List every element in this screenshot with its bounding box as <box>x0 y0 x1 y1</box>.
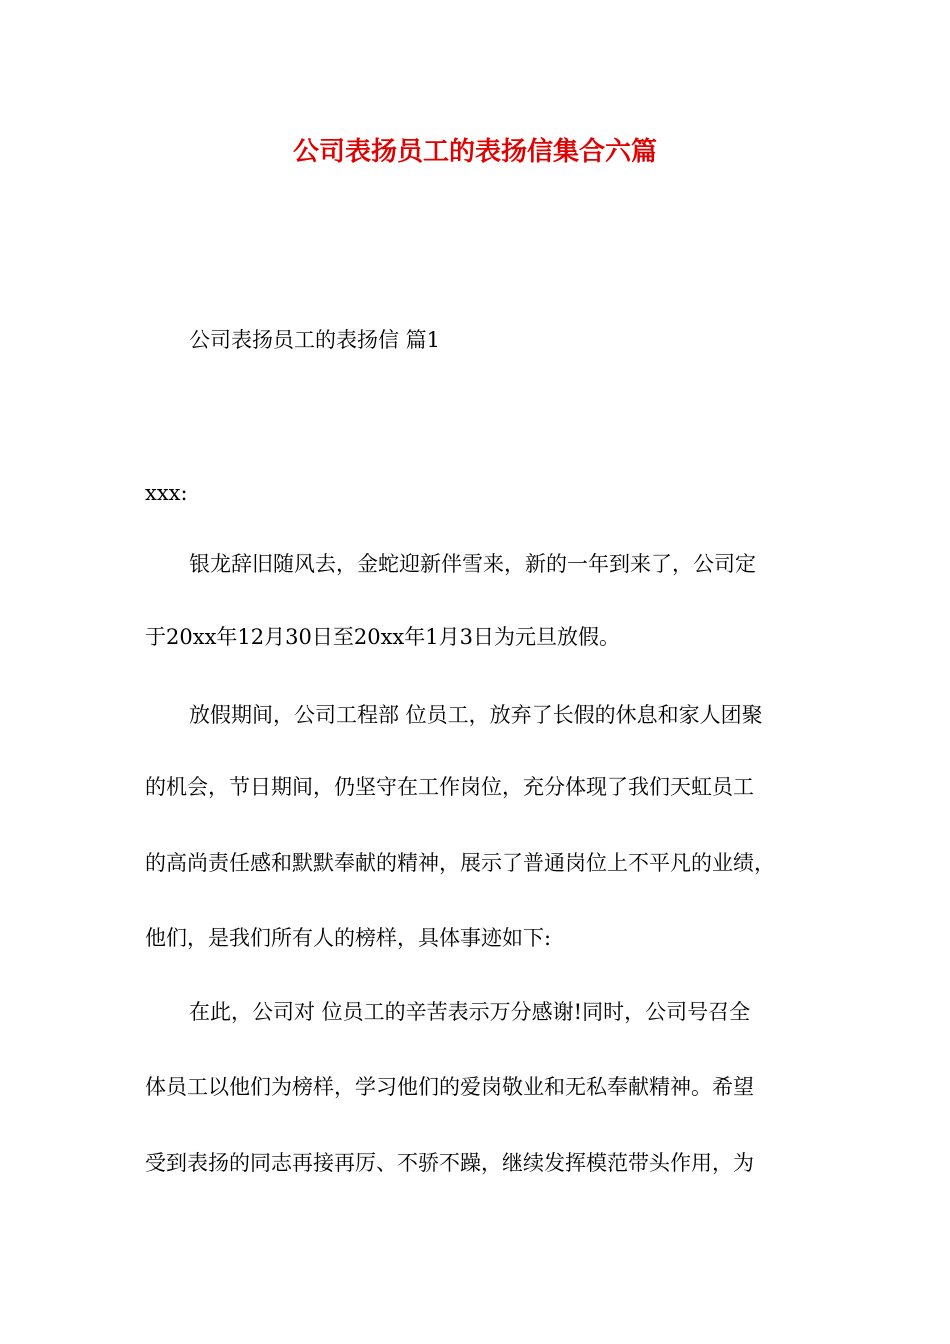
document-title: 公司表扬员工的表扬信集合六篇 <box>292 137 657 167</box>
paragraph-line: 的高尚责任感和默默奉献的精神，展示了普通岗位上不平凡的业绩， <box>145 851 775 875</box>
paragraph-line: 在此，公司对 位员工的辛苦表示万分感谢!同时，公司号召全 <box>189 1000 751 1024</box>
paragraph-line: 他们，是我们所有人的榜样，具体事迹如下: <box>145 926 552 950</box>
paragraph-line: 于20xx年12月30日至20xx年1月3日为元旦放假。 <box>145 625 620 649</box>
section-heading: 公司表扬员工的表扬信 篇1 <box>189 328 441 352</box>
paragraph-line: 放假期间，公司工程部 位员工，放弃了长假的休息和家人团聚 <box>189 703 763 727</box>
salutation: xxx: <box>145 481 188 505</box>
paragraph-line: 体员工以他们为榜样，学习他们的爱岗敬业和无私奉献精神。希望 <box>145 1075 754 1099</box>
paragraph-line: 银龙辞旧随风去，金蛇迎新伴雪来，新的一年到来了，公司定 <box>189 552 756 576</box>
paragraph-line: 的机会，节日期间，仍坚守在工作岗位，充分体现了我们天虹员工 <box>145 775 754 799</box>
paragraph-line: 受到表扬的同志再接再厉、不骄不躁，继续发挥模范带头作用，为 <box>145 1151 754 1175</box>
